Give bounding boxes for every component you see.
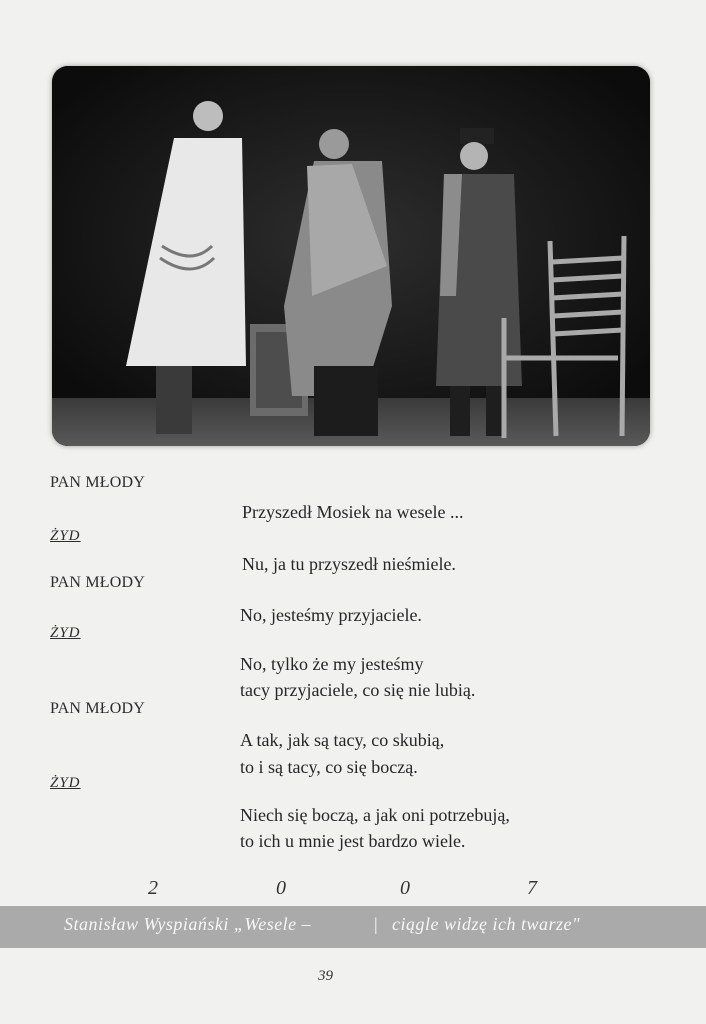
dialogue-line: Przyszedł Mosiek na wesele ... xyxy=(242,502,464,522)
title-banner xyxy=(0,906,706,948)
page-number: 39 xyxy=(318,968,333,984)
speaker-pan-mlody-3: PAN MŁODY xyxy=(50,700,146,717)
stage-photo xyxy=(52,66,650,446)
dialogue-line: to ich u mnie jest bardzo wiele. xyxy=(240,831,466,851)
banner-left-text: Stanisław Wyspiański „Wesele – xyxy=(64,914,312,934)
stage-photo-illustration xyxy=(52,66,650,446)
year-digit: 0 xyxy=(276,877,286,899)
year-digit: 2 xyxy=(148,877,158,899)
dialogue-line: Nu, ja tu przyszedł nieśmiele. xyxy=(242,554,456,574)
dialogue-line: A tak, jak są tacy, co skubią, xyxy=(240,730,445,750)
dialogue-line: to i są tacy, co się boczą. xyxy=(240,757,418,777)
dialogue-line: tacy przyjaciele, co się nie lubią. xyxy=(240,680,476,700)
year-digit: 0 xyxy=(400,877,410,899)
speaker-zyd-1: ŻYD xyxy=(50,528,81,544)
speaker-zyd-3: ŻYD xyxy=(50,775,81,791)
speaker-pan-mlody-2: PAN MŁODY xyxy=(50,574,146,591)
banner-right-text: ciągle widzę ich twarze" xyxy=(392,914,581,934)
banner-separator: | xyxy=(373,914,379,934)
dialogue-line: No, jesteśmy przyjaciele. xyxy=(240,605,422,625)
speaker-zyd-2: ŻYD xyxy=(50,625,81,641)
dialogue-line: No, tylko że my jesteśmy xyxy=(240,654,424,674)
speaker-pan-mlody-1: PAN MŁODY xyxy=(50,474,146,491)
dialogue-line: Niech się boczą, a jak oni potrzebują, xyxy=(240,805,510,825)
year-digit: 7 xyxy=(527,877,537,899)
